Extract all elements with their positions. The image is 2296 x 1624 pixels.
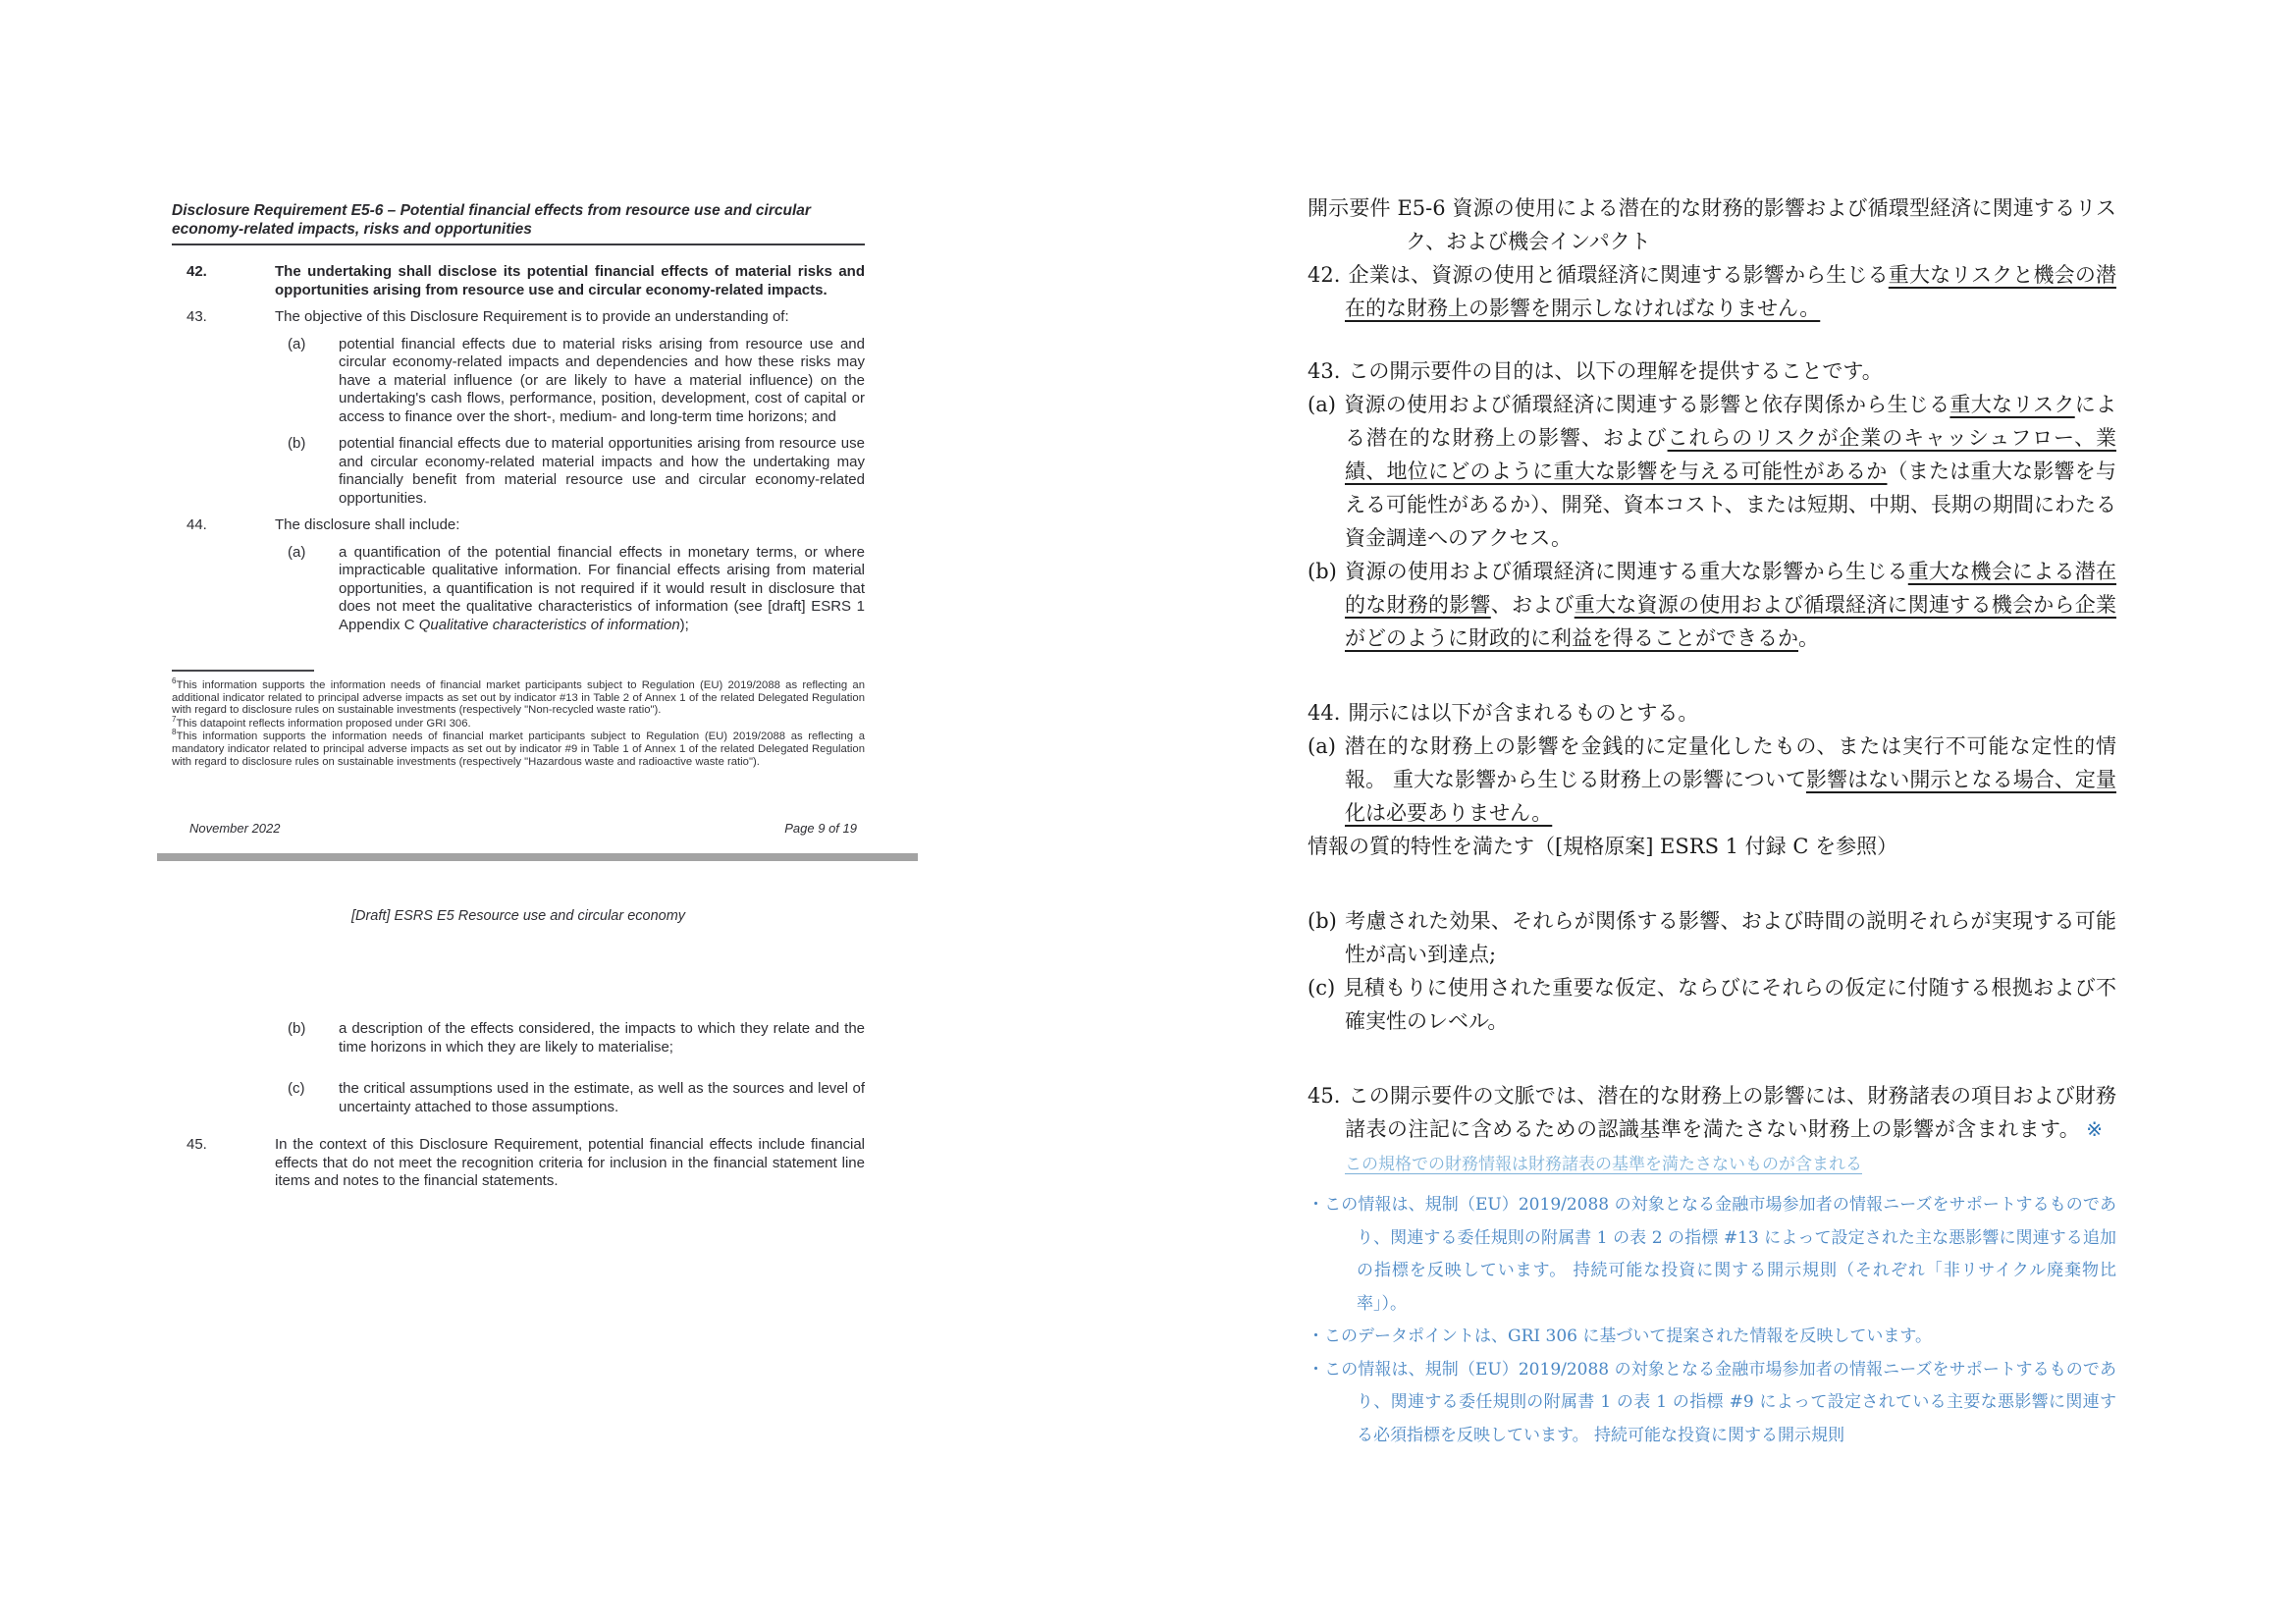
paragraph-43 (172, 308, 865, 327)
text-segment: この開示要件の目的は、以下の理解を提供することです。 (1348, 359, 1883, 383)
underlined-segment: 影響はない開示となる場合、定量化は必要ありません。 (1345, 768, 2116, 825)
text-segment: 見積もりに使用された重要な仮定、ならびにそれらの仮定に付随する根拠および不確実性のレベル。 (1343, 976, 2116, 1033)
left-document-page (172, 201, 865, 836)
footnote-6 (172, 679, 865, 717)
footnote-text: This datapoint reflects information proposed under GRI 306. (176, 717, 471, 730)
right-document-page (1308, 191, 2116, 1452)
text-segment: ); (679, 616, 689, 633)
underlined-segment: 重大なリスク (1949, 393, 2075, 416)
text-segment: 開示には以下が含まれるものとする。 (1348, 701, 1699, 725)
list-marker: (a) (288, 543, 306, 561)
jp-paragraph-44 (1308, 696, 2116, 730)
paragraph-44 (172, 516, 865, 535)
underlined-segment: 重大な機会による潜在的な財務的影響 (1345, 560, 2117, 617)
paragraph-43b (172, 435, 865, 508)
text-segment: （または重大な影響を与える可能性があるか）、開発、資本コスト、または短期、中期、長期の期間にわたる資金調達へのアクセス。 (1345, 460, 2116, 550)
page-footer (172, 821, 865, 836)
reference-mark: ※ (2086, 1117, 2103, 1141)
paragraph-number: 45. (187, 1136, 207, 1153)
jp-disclosure-requirement-heading: 開示要件 E5-6 資源の使用による潜在的な財務的影響および循環型経済に関連するリスク、および機会インパクト (1308, 196, 2116, 253)
jp-paragraph-43b (1308, 555, 2116, 655)
jp-note-1: ・この情報は、規制（EU）2019/2088 の対象となる金融市場参加者の情報ニーズをサポートするものであり、関連する委任規則の附属書 1 の表 2 の指標 #13 によって設定された主な悪影響に関連する追加の指標を反映しています。 持続可能な投資に関する開示規則（それぞれ「非リサイクル廃棄物比率」）。 (1308, 1195, 2116, 1314)
paragraph-number: 44. (1308, 701, 1341, 725)
text-segment: 企業は、資源の使用と循環経済に関連する影響から生じる (1348, 263, 1889, 287)
jp-paragraph-44a (1308, 730, 2116, 830)
list-marker: (a) (1308, 734, 1336, 758)
page-break-divider (157, 853, 918, 861)
translator-note-link: この規格での財務情報は財務諸表の基準を満たさないものが含まれる (1345, 1155, 1862, 1174)
paragraph-text: The disclosure shall include: (275, 516, 460, 533)
footnote-text: This information supports the information needs of financial market participants subject to Regulation (EU) 2019/2088 as reflecting a mandatory indicator related to principal adverse impacts as set out by indicator #9 in Table 1 of Annex 1 of the related Delegated Regulation with regard to disclosure rules on sustainable investments (respectively "Hazardous waste and radioactive waste ratio"). (172, 731, 865, 768)
list-marker: (a) (1308, 393, 1336, 416)
jp-continuation-line: 情報の質的特性を満たす（[規格原案] ESRS 1 付録 C を参照） (1308, 835, 1898, 858)
paragraph-45 (172, 1136, 865, 1191)
italic-reference: Qualitative characteristics of information (418, 616, 680, 633)
list-item-text (339, 544, 865, 635)
paragraph-text: The objective of this Disclosure Requirement is to provide an understanding of: (275, 308, 789, 325)
underlined-segment: これらのリスクが企業のキャッシュフロー、業績、地位にどのように重大な影響を与える可能性があるか (1345, 426, 2116, 483)
paragraph-text: In the context of this Disclosure Requirement, potential financial effects include financial effects that do not meet the recognition criteria for inclusion in the financial statement line items and notes to the financial statements. (275, 1136, 865, 1189)
footnote-number: 6 (172, 677, 177, 686)
paragraph-number: 43. (1308, 359, 1341, 383)
jp-paragraph-42 (1308, 258, 2116, 325)
paragraph-42 (172, 263, 865, 299)
list-item-text: the critical assumptions used in the estimate, as well as the sources and level of uncertainty attached to those assumptions. (339, 1080, 865, 1115)
jp-note-3: ・この情報は、規制（EU）2019/2088 の対象となる金融市場参加者の情報ニーズをサポートするものであり、関連する委任規則の附属書 1 の表 1 の指標 #9 によって設定されている主要な悪影響に関連する必須指標を反映しています。 持続可能な投資に関する開示規則 (1308, 1359, 2116, 1445)
text-segment: 潜在的な財務上の影響を金銭的に定量化したもの、または実行不可能な定性的情報。 重大な影響から生じる財務上の影響について (1343, 734, 2116, 791)
footer-date: November 2022 (189, 821, 281, 837)
jp-paragraph-43a (1308, 388, 2116, 555)
underlined-segment: 重大なリスクと機会の潜在的な財務上の影響を開示しなければなりません。 (1345, 263, 2116, 320)
list-marker: (b) (1308, 909, 1337, 933)
jp-paragraph-45 (1308, 1079, 2116, 1181)
underlined-segment: 重大な資源の使用および循環経済に関連する機会から企業がどのように財政的に利益を得ることができるか (1345, 593, 2116, 650)
paragraph-number: 43. (187, 308, 207, 325)
paragraph-number: 42. (187, 263, 207, 280)
text-segment: 。 (1798, 626, 1819, 650)
paragraph-number: 44. (187, 516, 207, 533)
footnote-number: 7 (172, 715, 177, 725)
paragraph-number: 42. (1308, 263, 1341, 287)
paragraph-44a (172, 544, 865, 635)
list-marker: (b) (288, 435, 306, 452)
footnote-text: This information supports the information needs of financial market participants subject to Regulation (EU) 2019/2088 as reflecting an additional indicator related to principal adverse impacts as set out by indicator #13 in Table 2 of Annex 1 of the related Delegated Regulation with regard to disclosure rules on sustainable investments (respectively "Non-recycled waste ratio"). (172, 679, 865, 717)
paragraph-44b (172, 1020, 865, 1056)
text-segment: 資源の使用および循環経済に関連する影響と依存関係から生じる (1343, 393, 1950, 416)
list-marker: (b) (288, 1020, 306, 1037)
paragraph-number: 45. (1308, 1084, 1341, 1108)
text-segment: 資源の使用および循環経済に関連する重大な影響から生じる (1344, 560, 1908, 583)
left-document-page-2 (172, 908, 865, 1191)
footnote-7 (172, 715, 865, 731)
disclosure-requirement-heading: Disclosure Requirement E5-6 – Potential financial effects from resource use and circular economy-related impacts, risks and opportunities (172, 201, 865, 245)
list-item-text: potential financial effects due to material opportunities arising from resource use and circular economy-related material impacts and how the undertaking may financially benefit from material resource use and circular economy-related opportunities. (339, 435, 865, 507)
text-segment: a quantification of the potential financial effects in monetary terms, or where impracticable qualitative information. For financial effects arising from material opportunities, a quantification is not required if it would result in disclosure that does not meet the qualitative characteristics of information (see [draft] ESRS 1 Appendix C (339, 543, 865, 633)
paragraph-44c (172, 1080, 865, 1116)
footnote-number: 8 (172, 728, 177, 737)
list-marker: (b) (1308, 560, 1337, 583)
jp-paragraph-44b (1308, 904, 2116, 971)
jp-paragraph-43 (1308, 354, 2116, 388)
list-marker: (c) (288, 1080, 305, 1097)
paragraph-text: The undertaking shall disclose its potential financial effects of material risks and opportunities arising from resource use and circular economy-related impacts. (275, 263, 865, 298)
footer-page-number: Page 9 of 19 (784, 821, 857, 837)
jp-paragraph-44c (1308, 971, 2116, 1038)
text-segment: 考慮された効果、それらが関係する影響、および時間の説明それらが実現する可能性が高い到達点; (1344, 909, 2116, 966)
running-document-title: [Draft] ESRS E5 Resource use and circular economy (350, 908, 686, 924)
paragraph-43a (172, 336, 865, 427)
list-marker: (a) (288, 335, 306, 352)
text-segment: この開示要件の文脈では、潜在的な財務上の影響には、財務諸表の項目および財務諸表の注記に含めるための認識基準を満たさない財務上の影響が含まれます。 (1345, 1084, 2116, 1141)
list-marker: (c) (1308, 976, 1336, 1000)
footnote-8 (172, 728, 865, 768)
text-segment: による潜在的な財務上の影響、および (1345, 393, 2117, 450)
text-segment: 、および (1490, 593, 1575, 617)
list-item-text: a description of the effects considered, the impacts to which they relate and the time horizons in which they are likely to materialise; (339, 1020, 865, 1056)
jp-note-2: ・このデータポイントは、GRI 306 に基づいて提案された情報を反映しています。 (1308, 1326, 1932, 1346)
jp-translator-notes (1308, 1189, 2116, 1452)
footnote-separator (172, 670, 314, 672)
list-item-text: potential financial effects due to material risks arising from resource use and circular economy-related impacts and dependencies and how these risks may have a material influence (or are likely to have a material influence) on the undertaking's cash flows, performance, position, development, cost of capital or access to finance over the short-, medium- and long-term time horizons; and (339, 335, 865, 425)
